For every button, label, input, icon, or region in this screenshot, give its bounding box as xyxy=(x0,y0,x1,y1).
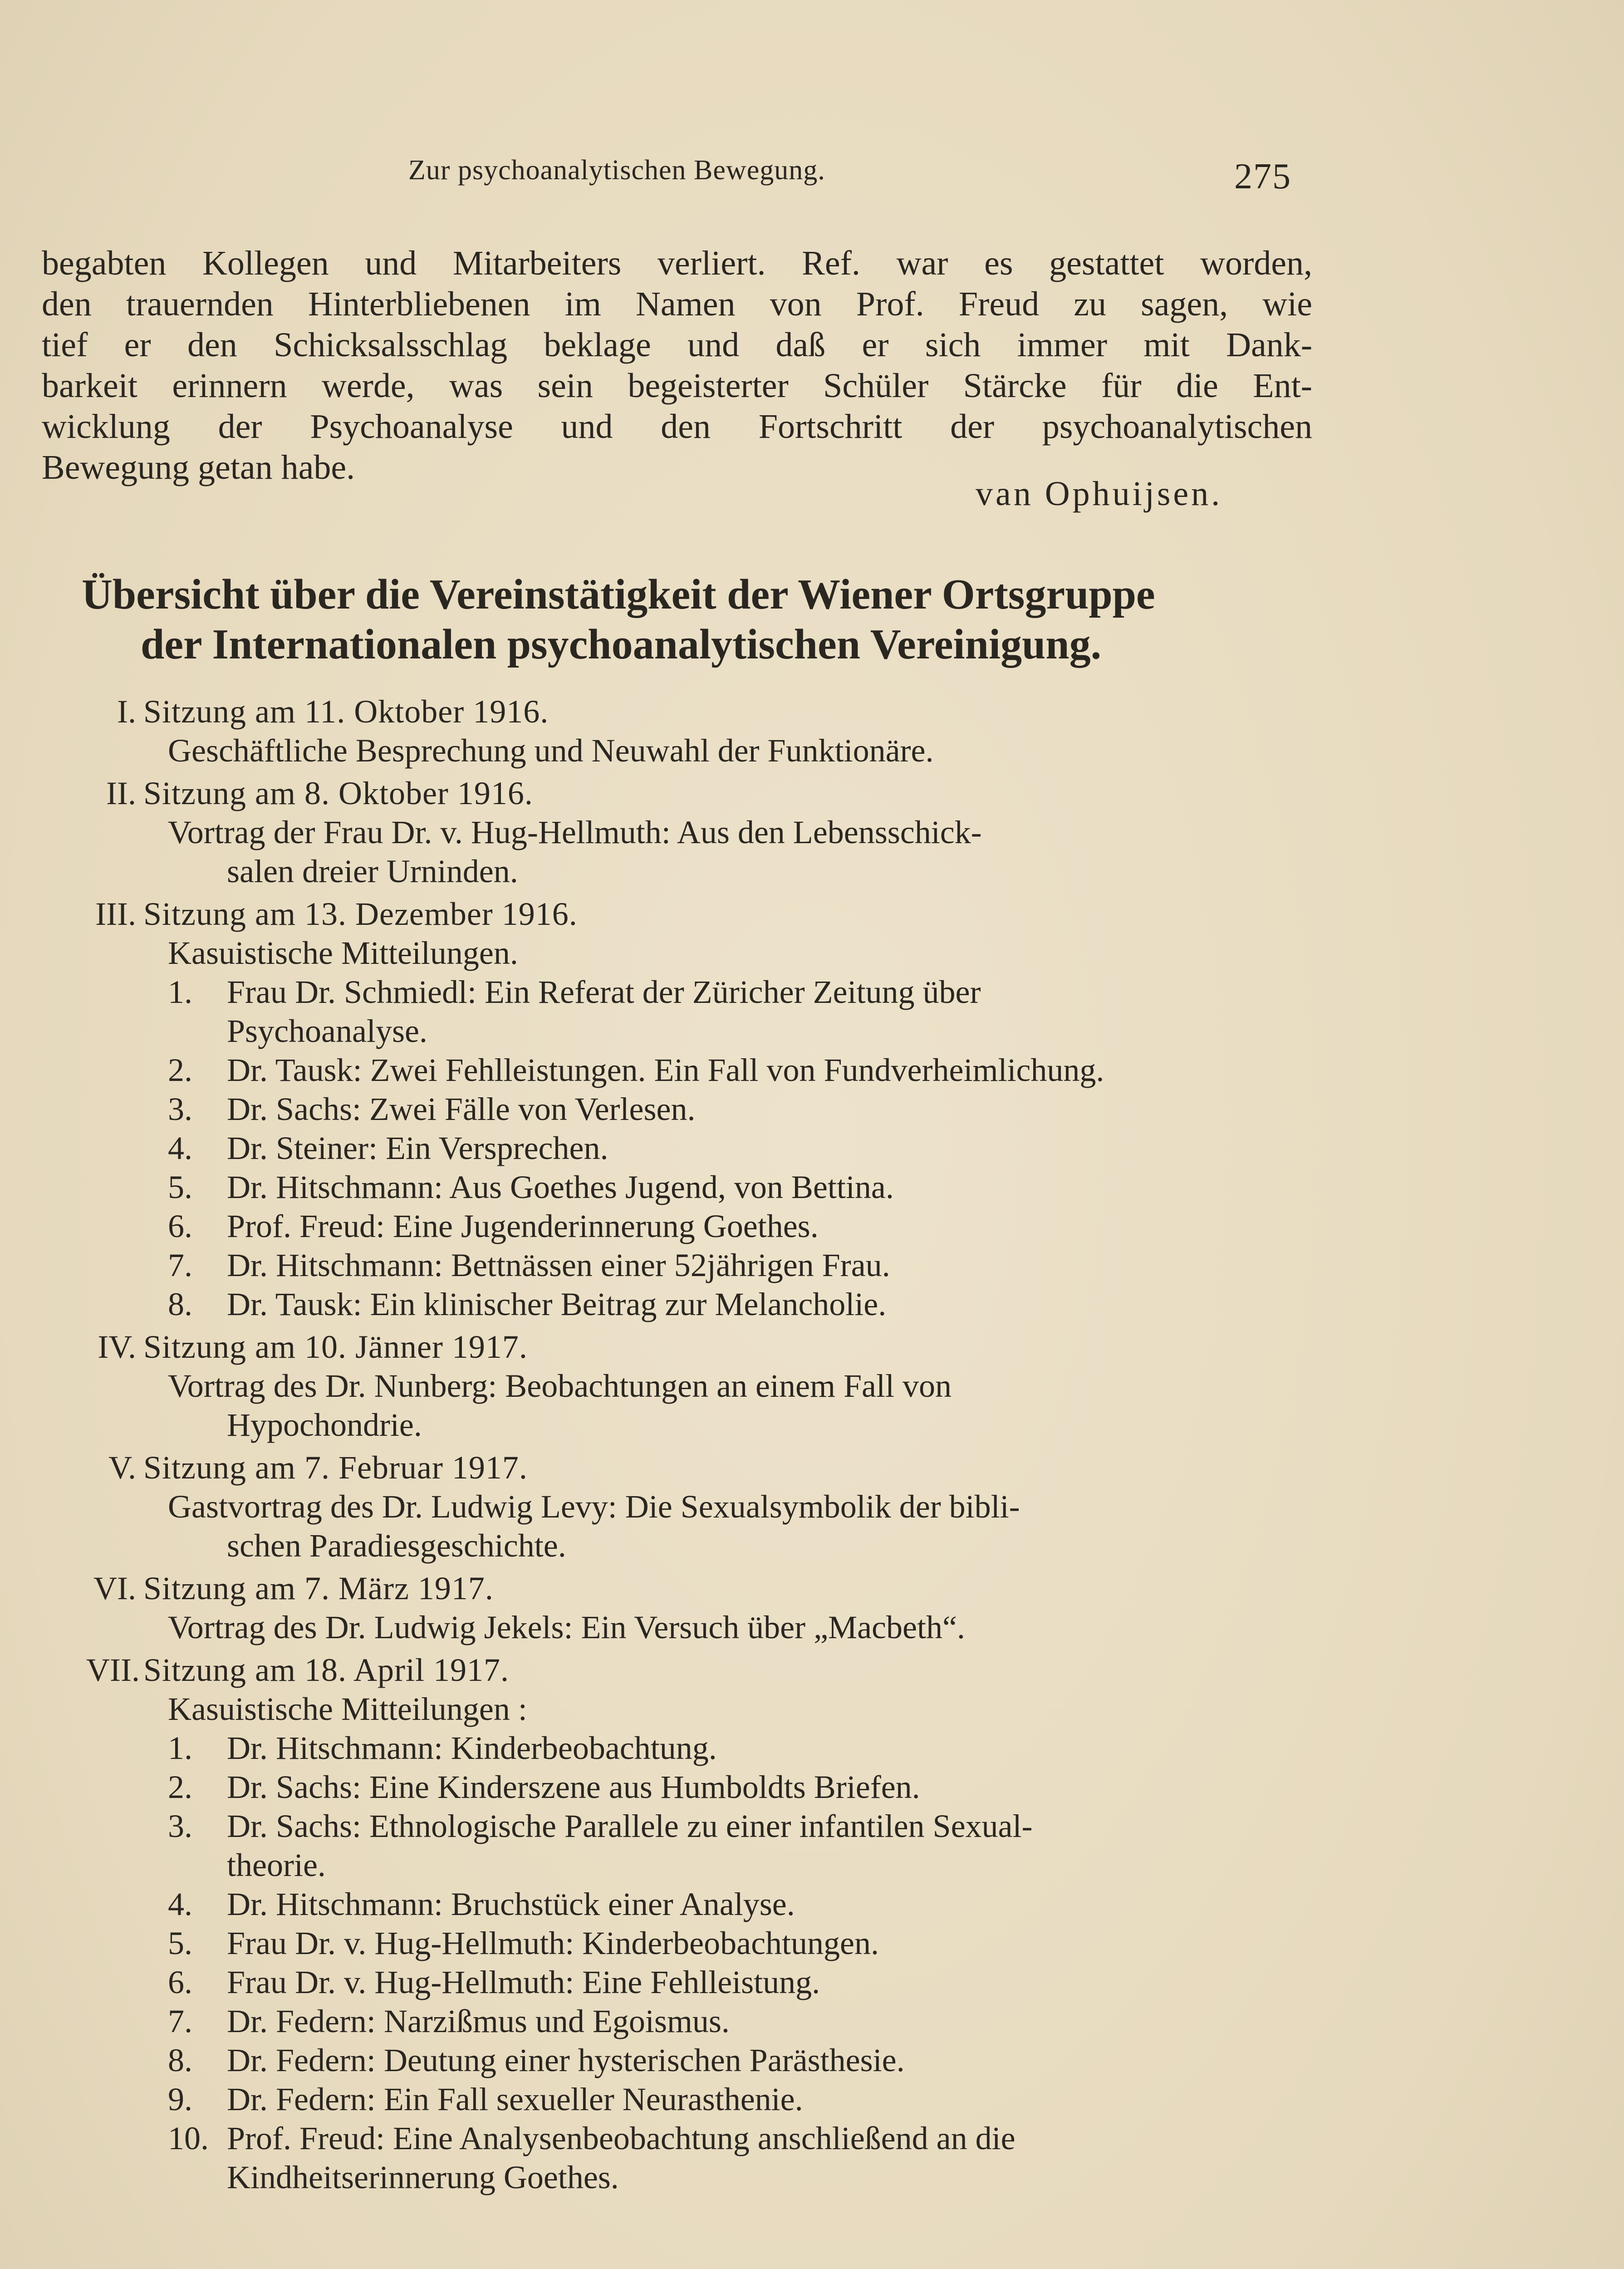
item-number: 6. xyxy=(168,1208,192,1244)
item-text: Kindheitserinnerung Goethes. xyxy=(227,2159,619,2195)
list-item xyxy=(168,1012,1320,1051)
list-item xyxy=(168,1168,1320,1207)
session-date: Sitzung am 18. April 1917. xyxy=(143,1652,509,1688)
session-description: salen dreier Urninden. xyxy=(227,853,518,889)
session-heading xyxy=(86,1569,1320,1608)
session-description: schen Paradiesgeschichte. xyxy=(227,1527,566,1564)
paragraph-line: den trauernden Hinterbliebenen im Namen von Prof. Freud zu sagen, wie xyxy=(42,285,1312,323)
session-date: Sitzung am 7. März 1917. xyxy=(143,1570,494,1606)
session-heading xyxy=(86,774,1320,813)
section-title-line: Übersicht über die Vereinstätigkeit der Wiener Ortsgruppe xyxy=(82,571,1155,618)
session-entry xyxy=(86,1448,1320,1565)
item-text: Prof. Freud: Eine Analysenbeobachtung anschließend an die xyxy=(227,2120,1016,2156)
session-number: VI. xyxy=(93,1570,136,1606)
section-title xyxy=(82,570,1271,669)
list-item xyxy=(168,1051,1320,1090)
item-text: Dr. Federn: Narzißmus und Egoismus. xyxy=(227,2003,730,2039)
session-entry xyxy=(86,1327,1320,1444)
item-text: theorie. xyxy=(227,1847,326,1883)
item-text: Dr. Hitschmann: Kinderbeobachtung. xyxy=(227,1730,717,1766)
session-number: IV. xyxy=(98,1329,136,1365)
running-head: Zur psychoanalytischen Bewegung. xyxy=(408,155,825,186)
session-heading xyxy=(86,894,1320,933)
section-title-line: der Internationalen psychoanalytischen Vereinigung. xyxy=(141,621,1102,668)
item-list xyxy=(168,972,1320,1324)
item-text: Dr. Federn: Ein Fall sexueller Neurasthenie. xyxy=(227,2081,803,2117)
item-number: 8. xyxy=(168,1286,192,1322)
session-description: Geschäftliche Besprechung und Neuwahl der Funktionäre. xyxy=(168,732,934,769)
intro-paragraph xyxy=(42,243,1312,488)
item-text: Prof. Freud: Eine Jugenderinnerung Goethes. xyxy=(227,1208,819,1244)
list-item xyxy=(168,1768,1320,1807)
item-text: Frau Dr. v. Hug-Hellmuth: Eine Fehlleistung. xyxy=(227,1964,820,2000)
session-description: Kasuistische Mitteilungen. xyxy=(168,935,518,971)
item-number: 7. xyxy=(168,1247,192,1283)
session-number: V. xyxy=(108,1449,136,1486)
list-item xyxy=(168,972,1320,1012)
item-number: 4. xyxy=(168,1886,192,1922)
item-text: Dr. Tausk: Ein klinischer Beitrag zur Melancholie. xyxy=(227,1286,887,1322)
session-number: III. xyxy=(95,896,136,932)
list-item xyxy=(168,1090,1320,1129)
session-entry xyxy=(86,692,1320,770)
session-description: Vortrag des Dr. Ludwig Jekels: Ein Versuch über „Macbeth“. xyxy=(168,1609,965,1645)
session-entry xyxy=(86,894,1320,1324)
item-number: 3. xyxy=(168,1091,192,1127)
session-description: Vortrag der Frau Dr. v. Hug-Hellmuth: Aus den Lebensschick- xyxy=(168,814,982,850)
list-item xyxy=(168,2158,1320,2197)
item-number: 4. xyxy=(168,1130,192,1166)
session-description: Hypochondrie. xyxy=(227,1407,422,1443)
item-text: Dr. Hitschmann: Aus Goethes Jugend, von Bettina. xyxy=(227,1169,894,1205)
list-item xyxy=(168,1207,1320,1246)
item-number: 9. xyxy=(168,2081,192,2117)
paragraph-line: tief er den Schicksalsschlag beklage und daß er sich immer mit Dank- xyxy=(42,326,1312,364)
item-text: Dr. Sachs: Zwei Fälle von Verlesen. xyxy=(227,1091,696,1127)
item-number: 5. xyxy=(168,1925,192,1961)
session-list xyxy=(86,692,1320,2200)
session-date: Sitzung am 11. Oktober 1916. xyxy=(143,693,549,730)
list-item xyxy=(168,1963,1320,2002)
item-number: 1. xyxy=(168,974,192,1010)
page-header xyxy=(0,154,1624,204)
session-date: Sitzung am 7. Februar 1917. xyxy=(143,1449,528,1486)
item-text: Dr. Hitschmann: Bruchstück einer Analyse. xyxy=(227,1886,795,1922)
item-text: Dr. Hitschmann: Bettnässen einer 52jährigen Frau. xyxy=(227,1247,890,1283)
session-description: Gastvortrag des Dr. Ludwig Levy: Die Sexualsymbolik der bibli- xyxy=(168,1488,1020,1525)
list-item xyxy=(168,1924,1320,1963)
item-number: 8. xyxy=(168,2042,192,2078)
session-description: Kasuistische Mitteilungen : xyxy=(168,1691,527,1727)
paragraph-line: begabten Kollegen und Mitarbeiters verliert. Ref. war es gestattet worden, xyxy=(42,244,1312,282)
session-heading xyxy=(86,692,1320,731)
paragraph-line: wicklung der Psychoanalyse und den Fortschritt der psychoanalytischen xyxy=(42,408,1312,446)
item-text: Frau Dr. v. Hug-Hellmuth: Kinderbeobachtungen. xyxy=(227,1925,879,1961)
signature: van Ophuijsen. xyxy=(976,475,1223,513)
session-date: Sitzung am 10. Jänner 1917. xyxy=(143,1329,528,1365)
list-item xyxy=(168,2002,1320,2041)
list-item xyxy=(168,2080,1320,2119)
session-number: II. xyxy=(106,775,136,811)
item-number: 2. xyxy=(168,1769,192,1805)
list-item xyxy=(168,1246,1320,1285)
session-heading xyxy=(86,1650,1320,1689)
list-item xyxy=(168,1285,1320,1324)
session-heading xyxy=(86,1327,1320,1366)
item-number: 2. xyxy=(168,1052,192,1088)
item-number: 3. xyxy=(168,1808,192,1844)
item-list xyxy=(168,1729,1320,2197)
item-number: 6. xyxy=(168,1964,192,2000)
list-item xyxy=(168,1729,1320,1768)
list-item xyxy=(168,2041,1320,2080)
item-number xyxy=(168,1012,227,1051)
item-number xyxy=(168,2158,227,2197)
session-entry xyxy=(86,1650,1320,2197)
item-number: 10. xyxy=(168,2120,209,2156)
item-text: Dr. Sachs: Ethnologische Parallele zu einer infantilen Sexual- xyxy=(227,1808,1033,1844)
item-text: Dr. Sachs: Eine Kinderszene aus Humboldts Briefen. xyxy=(227,1769,920,1805)
item-number: 7. xyxy=(168,2003,192,2039)
paragraph-line: Bewegung getan habe. xyxy=(42,448,355,486)
session-description: Vortrag des Dr. Nunberg: Beobachtungen an einem Fall von xyxy=(168,1368,952,1404)
session-entry xyxy=(86,774,1320,891)
item-text: Frau Dr. Schmiedl: Ein Referat der Züricher Zeitung über xyxy=(227,974,981,1010)
item-text: Dr. Steiner: Ein Versprechen. xyxy=(227,1130,608,1166)
item-number: 1. xyxy=(168,1730,192,1766)
session-heading xyxy=(86,1448,1320,1487)
session-date: Sitzung am 8. Oktober 1916. xyxy=(143,775,533,811)
item-text: Psychoanalyse. xyxy=(227,1013,427,1049)
paragraph-line: barkeit erinnern werde, was sein begeisterter Schüler Stärcke für die Ent- xyxy=(42,367,1312,405)
session-number: I. xyxy=(117,693,136,730)
list-item xyxy=(168,1846,1320,1885)
item-number xyxy=(168,1846,227,1885)
session-number: VII. xyxy=(86,1652,140,1688)
item-text: Dr. Tausk: Zwei Fehlleistungen. Ein Fall von Fundverheimlichung. xyxy=(227,1052,1104,1088)
item-text: Dr. Federn: Deutung einer hysterischen Parästhesie. xyxy=(227,2042,905,2078)
item-number: 5. xyxy=(168,1169,192,1205)
list-item xyxy=(168,1807,1320,1846)
page-number: 275 xyxy=(1234,157,1291,196)
list-item xyxy=(168,1129,1320,1168)
list-item xyxy=(168,2119,1320,2158)
list-item xyxy=(168,1885,1320,1924)
session-entry xyxy=(86,1569,1320,1647)
session-date: Sitzung am 13. Dezember 1916. xyxy=(143,896,578,932)
